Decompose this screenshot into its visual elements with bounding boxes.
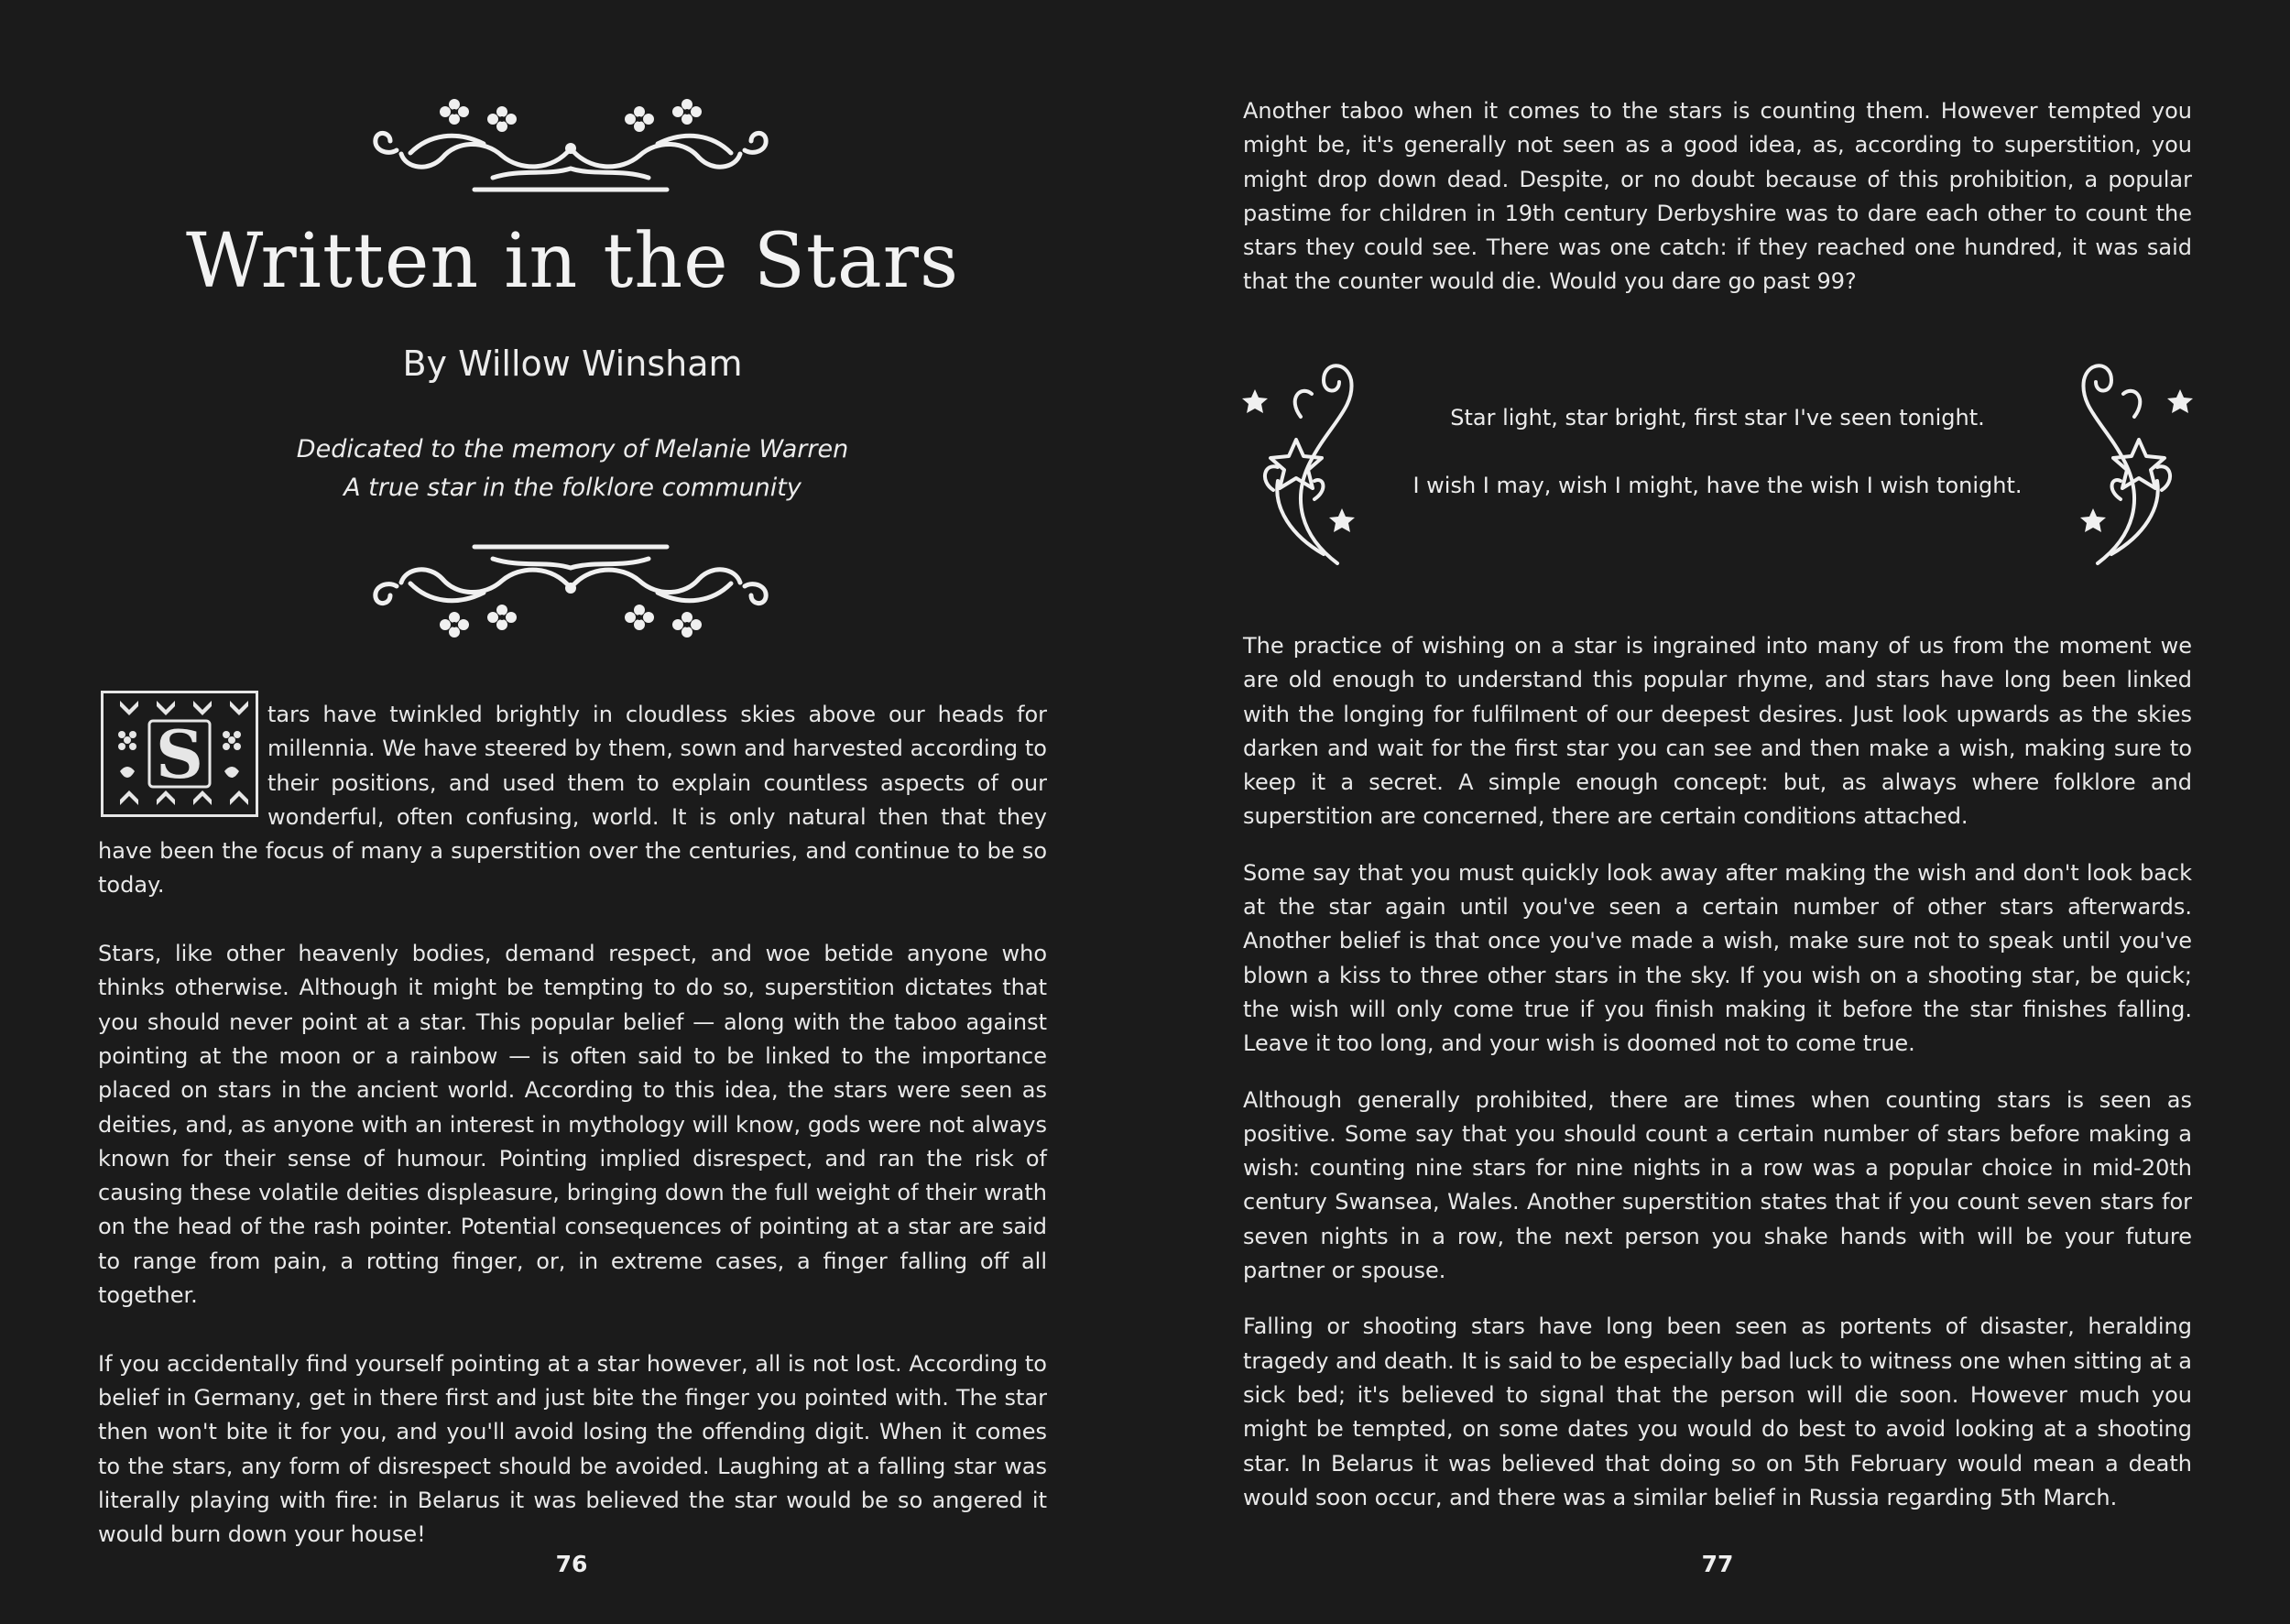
left-paragraph-2: Stars, like other heavenly bodies, demand respect, and woe betide anyone who thinks otherwise. Although it might be tempting to do so, superstition dictates that you should never point at a star. This popular belief — along with the taboo against pointing at the moon or a rainbow — is often said to be linked to the importance placed on stars in the ancient world. According to this idea, the stars were seen as deities, and, as anyone with an interest in mythology will know, gods were not always known for their sense of humour. Pointing implied disrespect, and ran the risk of causing these volatile deities displeasure, bringing down the full weight of their wrath on the head of the rash pointer. Potential consequences of pointing at a star are said to range from pain, a rotting finger, or, in extreme cases, a finger falling off all together. bbox=[98, 941, 1047, 1309]
dedication-line-2: A true star in the folklore community bbox=[344, 474, 802, 502]
left-paragraph-3: If you accidentally find yourself pointing at a star however, all is not lost. According to belief in Germany, get in there first and just bite the finger you pointed with. The star then won't bite it for you, and you'll avoid losing the offending digit. When it comes to the stars, any form of disrespect should be avoided. Laughing at a falling star was literally playing with fire: in Belarus it was believed the star would be so angered it would burn down your house! bbox=[98, 1350, 1047, 1548]
left-paragraph-1: tars have twinkled brightly in cloudless skies above our heads for millennia. We have steered by them, sown and harvested according to their positions, and used them to explain countless aspects of our wonderful, often confusing, world. It is only natural then that they have been the focus of many a superstition over the centuries, and continue to be so today. bbox=[98, 702, 1047, 899]
dedication-line-1: Dedicated to the memory of Melanie Warren bbox=[296, 435, 849, 463]
page-number-right: 77 bbox=[1701, 1551, 1734, 1577]
rhyme-line-2: I wish I may, wish I might, have the wish I wish tonight. bbox=[1412, 473, 2023, 498]
rhyme-block bbox=[1237, 353, 2198, 568]
right-paragraph-top: Another taboo when it comes to the stars is counting them. However tempted you might be, it's generally not seen as a good idea, as, according to superstition, you might drop down dead. Despite, or no doubt because of this prohibition, a popular pastime for children in 19th century Derbyshire was to dare each other to count the stars they could see. There was one catch: if they reached one hundred, it was said that the counter would die. Would you dare go past 99? bbox=[1243, 98, 2192, 295]
right-paragraph-3: Although generally prohibited, there are times when counting stars is seen as positive. Some say that you should count a certain number of stars before making a wish: counting nine stars for nine nights in a row was a popular choice in mid-20th century Swansea, Wales. Another superstition states that if you count seven stars for seven nights in a row, the next person you shake hands with will be your future partner or spouse. bbox=[1243, 1086, 2192, 1284]
flourish-ornament-icon bbox=[355, 84, 786, 203]
right-article-body-top bbox=[1243, 94, 2192, 333]
left-article-body bbox=[98, 698, 1047, 1586]
right-article-body bbox=[1243, 607, 2192, 1537]
dedication bbox=[0, 431, 1145, 507]
right-paragraph-2: Some say that you must quickly look away after making the wish and don't look back at the star again until you've seen a certain number of other stars afterwards. Another belief is that once you've made a wish, make sure not to speak until you've blown a kiss to three other stars in the sky. If you wish on a shooting star, be quick; the wish will only come true if you finish making it before the star finishes falling. Leave it too long, and your wish is doomed not to come true. bbox=[1243, 859, 2192, 1057]
article-byline: By Willow Winsham bbox=[402, 343, 743, 384]
dropcap-letter: S bbox=[156, 715, 203, 793]
star-swirl-icon bbox=[2066, 353, 2198, 568]
rhyme-line-1: Star light, star bright, first star I've seen tonight. bbox=[1450, 405, 1985, 431]
page-number-left: 76 bbox=[555, 1551, 588, 1577]
flourish-ornament-icon bbox=[355, 533, 786, 652]
right-paragraph-4: Falling or shooting stars have long been seen as portents of disaster, heralding tragedy and death. It is said to be especially bad luck to witness one when sitting at a sick bed; it's believed to signal that the person will die soon. However much you might be tempted, on some dates you would do best to avoid looking at a shooting star. In Belarus it was believed that doing so on 5th February would mean a death would soon occur, and there was a similar belief in Russia regarding 5th March. bbox=[1243, 1313, 2192, 1510]
star-swirl-icon bbox=[1237, 353, 1369, 568]
right-page bbox=[1145, 0, 2290, 1624]
article-title: Written in the Stars bbox=[185, 218, 960, 305]
right-paragraph-1: The practice of wishing on a star is ingrained into many of us from the moment we are old enough to understand this popular rhyme, and stars have long been linked with the longing for fulfilment of our deepest desires. Just look upwards as the skies darken and wait for the first star you can see and then make a wish, making sure to keep it a secret. A simple enough concept: but, as always where folklore and superstition are concerned, there are certain conditions attached. bbox=[1243, 633, 2192, 830]
dropcap-frame-icon bbox=[101, 691, 258, 817]
